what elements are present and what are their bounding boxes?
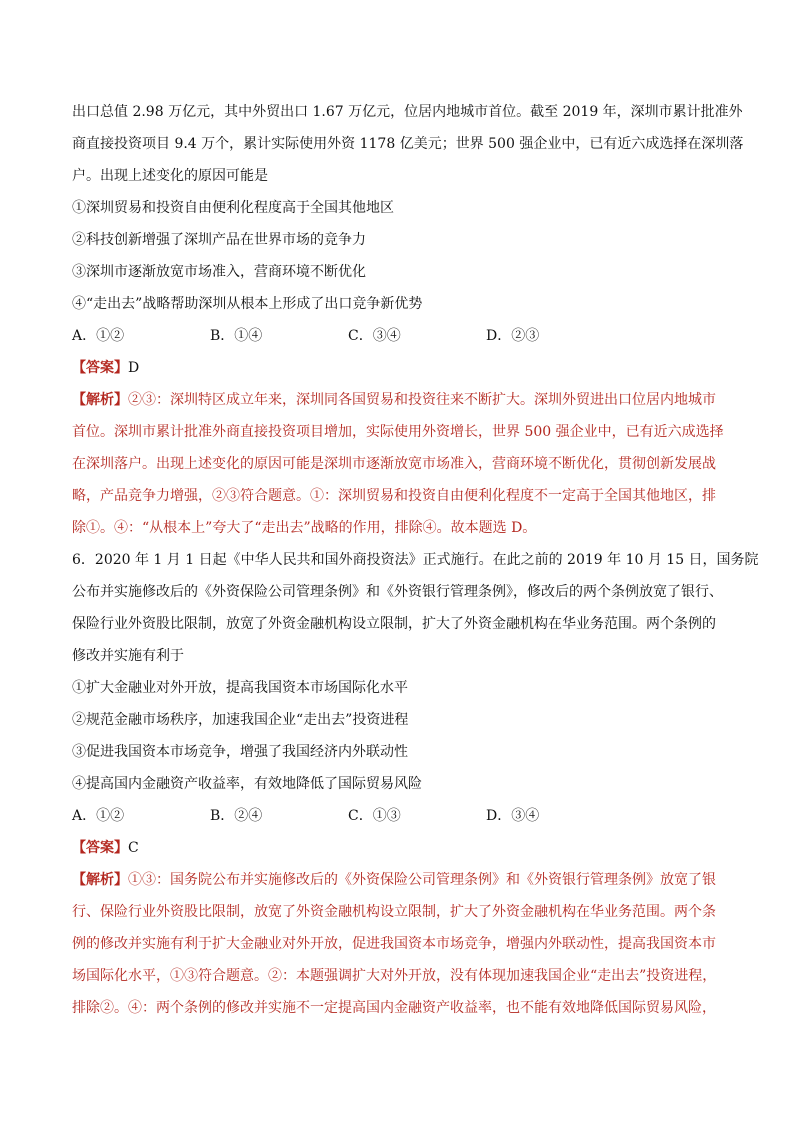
- q5-stem-line: 户。出现上述变化的原因可能是: [72, 168, 268, 184]
- analysis-tag: 【解析】: [72, 392, 128, 408]
- answer-tag: 【答案】: [72, 360, 128, 376]
- q5-analysis-line: 在深圳落户。出现上述变化的原因可能是深圳市逐渐放宽市场准入，营商环境不断优化，贯彻创新发展战: [72, 456, 716, 472]
- q6-statement-2: ②规范金融市场秩序，加速我国企业“走出去”投资进程: [72, 712, 409, 728]
- q6-statement-1: ①扩大金融业对外开放，提高我国资本市场国际化水平: [72, 680, 408, 696]
- q6-analysis-line: 排除②。④：两个条例的修改并实施不一定提高国内金融资产收益率，也不能有效地降低国际贸易风险，: [72, 1000, 716, 1016]
- q5-statement-2: ②科技创新增强了深圳产品在世界市场的竞争力: [72, 232, 366, 248]
- answer-value: D: [128, 360, 140, 376]
- q6-analysis-line: [72, 871, 716, 889]
- q5-stem-line: 出口总值 2.98 万亿元，其中外贸出口 1.67 万亿元，位居内地城市首位。截至 2019 年，深圳市累计批准外: [72, 104, 743, 120]
- analysis-text: ①③：国务院公布并实施修改后的《外资保险公司管理条例》和《外资银行管理条例》放宽了银: [128, 872, 716, 888]
- q6-stem-line: 保险行业外资股比限制，放宽了外资金融机构设立限制，扩大了外资金融机构在华业务范围。两个条例的: [72, 616, 716, 632]
- q5-analysis-line: 除①。④：“从根本上”夸大了“走出去”战略的作用，排除④。故本题选 D。: [72, 520, 537, 536]
- q6-analysis-line: 场国际化水平，①③符合题意。②：本题强调扩大对外开放，没有体现加速我国企业“走出去”投资进程，: [72, 968, 717, 984]
- q6-analysis-line: 例的修改并实施有利于扩大金融业对外开放，促进我国资本市场竞争，增强内外联动性，提高我国资本市: [72, 936, 716, 952]
- q6-analysis-line: 行、保险行业外资股比限制，放宽了外资金融机构设立限制，扩大了外资金融机构在华业务范围。两个条: [72, 904, 716, 920]
- q5-statement-4: ④“走出去”战略帮助深圳从根本上形成了出口竞争新优势: [72, 296, 423, 312]
- q6-stem-line: 修改并实施有利于: [72, 648, 184, 664]
- q5-statement-1: ①深圳贸易和投资自由便利化程度高于全国其他地区: [72, 200, 394, 216]
- q6-statement-3: ③促进我国资本市场竞争，增强了我国经济内外联动性: [72, 744, 408, 760]
- q5-analysis-line: 首位。深圳市累计批准外商直接投资项目增加，实际使用外资增长，世界 500 强企业中，已有近六成选择: [72, 424, 724, 440]
- q6-option-d: D．③④: [486, 808, 540, 824]
- q5-analysis-line: [72, 391, 716, 409]
- analysis-tag: 【解析】: [72, 872, 128, 888]
- q6-answer: [72, 839, 139, 857]
- q6-options: [72, 807, 722, 825]
- q5-options: [72, 327, 722, 345]
- q5-stem-line: 商直接投资项目 9.4 万个，累计实际使用外资 1178 亿美元；世界 500 强企业中，已有近六成选择在深圳落: [72, 136, 744, 152]
- q6-stem-line: 公布并实施修改后的《外资保险公司管理条例》和《外资银行管理条例》，修改后的两个条例放宽了银行、: [72, 584, 723, 600]
- q6-statement-4: ④提高国内金融资产收益率，有效地降低了国际贸易风险: [72, 776, 422, 792]
- q5-statement-3: ③深圳市逐渐放宽市场准入，营商环境不断优化: [72, 264, 366, 280]
- q5-option-b: B．①④: [210, 328, 263, 344]
- q5-answer: [72, 359, 139, 377]
- analysis-text: ②③：深圳特区成立年来，深圳同各国贸易和投资往来不断扩大。深圳外贸进出口位居内地城市: [128, 392, 716, 408]
- answer-value: C: [128, 840, 139, 856]
- q5-option-a: A．①②: [72, 328, 125, 344]
- answer-tag: 【答案】: [72, 840, 128, 856]
- q5-option-d: D．②③: [486, 328, 540, 344]
- q6-stem-line: 6．2020 年 1 月 1 日起《中华人民共和国外商投资法》正式施行。在此之前的 2019 年 10 月 15 日，国务院: [72, 552, 759, 568]
- q6-option-a: A．①②: [72, 808, 125, 824]
- q6-option-c: C．①③: [348, 808, 401, 824]
- q6-option-b: B．②④: [210, 808, 263, 824]
- q5-option-c: C．③④: [348, 328, 401, 344]
- q5-analysis-line: 略，产品竞争力增强，②③符合题意。①：深圳贸易和投资自由便利化程度不一定高于全国其他地区，排: [72, 488, 716, 504]
